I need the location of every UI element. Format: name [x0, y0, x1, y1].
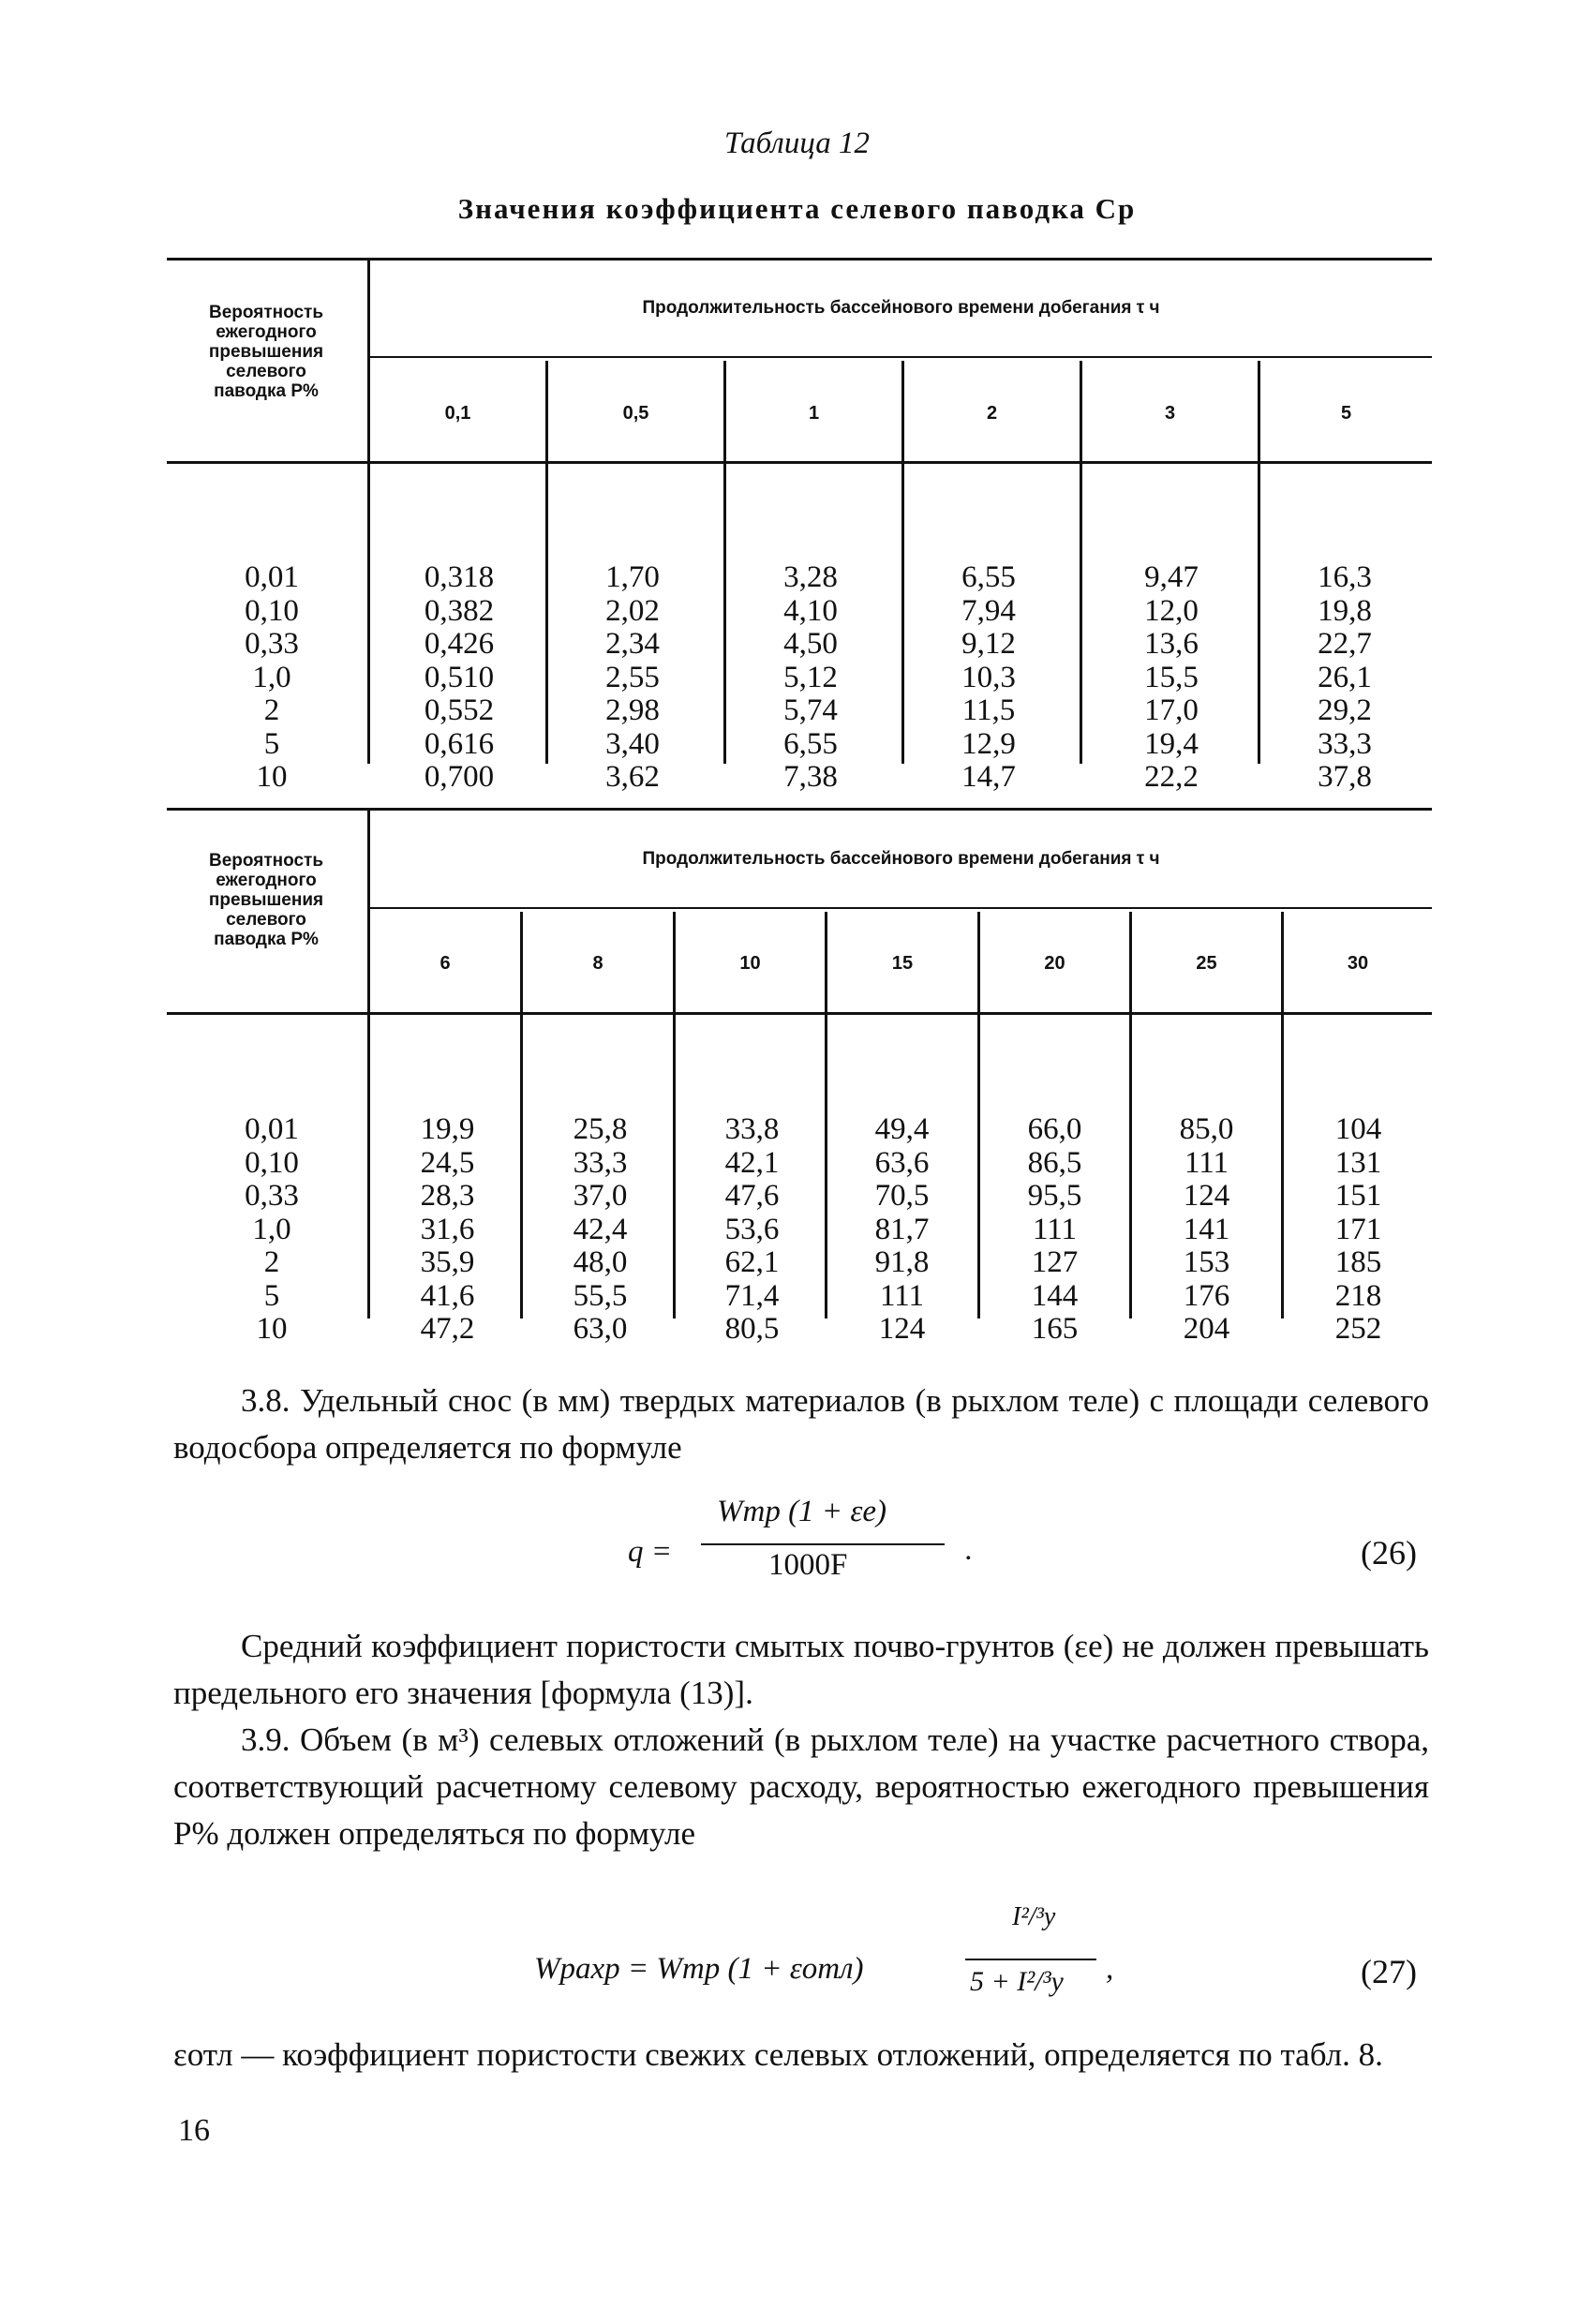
- cell: 7,94: [961, 593, 1016, 628]
- data-column-15: [848, 1047, 956, 1413]
- duration-20: 20: [1044, 953, 1065, 974]
- formula-denominator: 1000F: [768, 1548, 848, 1582]
- data-column-5: [1279, 495, 1410, 861]
- cell: 0,33: [245, 627, 299, 661]
- row-header: [167, 303, 365, 401]
- data-column-0.5: [567, 495, 698, 861]
- row-header-line: Вероятность: [208, 303, 324, 322]
- data-column-0.1: [394, 495, 525, 861]
- cell: 1,0: [252, 660, 291, 694]
- cell: 165: [1031, 1312, 1079, 1346]
- cell: 0,616: [424, 726, 495, 761]
- cell: 4,10: [783, 593, 838, 628]
- cell: 124: [878, 1312, 926, 1346]
- cell: 153: [1183, 1245, 1230, 1279]
- cell: 5: [263, 726, 280, 761]
- cell: 5: [263, 1278, 280, 1313]
- cell: 37,0: [573, 1179, 628, 1213]
- cell: 33,8: [724, 1112, 780, 1146]
- cell: 0,382: [424, 593, 495, 628]
- data-column-30: [1304, 1047, 1412, 1413]
- paragraph-3-9: 3.9. Объем (в м³) селевых отложений (в рыхлом теле) на участке расчетного створа, соответствующий расчетному селевому расходу, вероятностью ежегодного превышения P% должен определяться по формуле: [173, 1721, 1429, 1852]
- cell: 0,10: [245, 593, 299, 628]
- cell: 151: [1334, 1179, 1382, 1213]
- cell: 33,3: [573, 1145, 628, 1180]
- row-header-line: Вероятность: [208, 851, 324, 871]
- cell: 3,28: [783, 560, 838, 594]
- cell: 0,552: [424, 693, 495, 727]
- cell: 7,38: [783, 760, 838, 794]
- data-column-20: [1001, 1047, 1109, 1413]
- cell: 111: [1184, 1145, 1229, 1180]
- cell: 111: [879, 1278, 925, 1313]
- cell: 22,7: [1318, 627, 1372, 661]
- cell: 25,8: [573, 1112, 628, 1146]
- row-header-line: селевого: [226, 910, 306, 930]
- cell: 12,0: [1144, 593, 1199, 628]
- cell: 47,2: [420, 1312, 475, 1346]
- formula-numerator: I²/³у: [1012, 1902, 1056, 1931]
- data-column-6: [394, 1047, 501, 1413]
- cell: 24,5: [420, 1145, 475, 1180]
- paragraph-3-8-continued: Средний коэффициент пористости смытых почво-грунтов (εe) не должен превышать предельного его значения [формула (13)].: [173, 1628, 1429, 1711]
- cell: 0,510: [424, 660, 495, 694]
- cell: 252: [1334, 1312, 1382, 1346]
- cell: 0,426: [424, 627, 495, 661]
- duration-10: 10: [739, 953, 761, 974]
- column-header: Продолжительность бассейнового времени добегания τ ч: [642, 849, 1160, 869]
- cell: 85,0: [1179, 1112, 1234, 1146]
- row-header-line: ежегодного: [216, 871, 317, 890]
- cell: 19,4: [1144, 726, 1199, 761]
- cell: 218: [1334, 1278, 1382, 1313]
- cell: 37,8: [1318, 760, 1372, 794]
- cell: 2,02: [605, 593, 660, 628]
- data-column-10: [698, 1047, 806, 1413]
- cell: 0,01: [245, 560, 299, 594]
- cell: 5,12: [783, 660, 838, 694]
- cell: 1,0: [252, 1212, 291, 1246]
- cell: 10,3: [961, 660, 1016, 694]
- duration-6: 6: [439, 953, 451, 974]
- cell: 0,10: [245, 1145, 299, 1180]
- cell: 26,1: [1318, 660, 1372, 694]
- data-column-2: [923, 495, 1054, 861]
- cell: 53,6: [724, 1212, 780, 1246]
- row-header-line: ежегодного: [216, 322, 317, 342]
- cell: 5,74: [783, 693, 838, 727]
- duration-8: 8: [592, 953, 603, 974]
- row-header-line: селевого: [226, 362, 306, 381]
- formula-tail: ,: [1106, 1952, 1114, 1986]
- cell: 42,4: [573, 1212, 628, 1246]
- cell: 2: [263, 1245, 280, 1279]
- cell: 10: [256, 1312, 288, 1346]
- cell: 14,7: [961, 760, 1016, 794]
- cell: 15,5: [1144, 660, 1199, 694]
- cell: 22,2: [1144, 760, 1199, 794]
- cell: 47,6: [724, 1179, 780, 1213]
- cell: 81,7: [874, 1212, 930, 1246]
- probability-column: [216, 1047, 328, 1413]
- cell: 144: [1031, 1278, 1079, 1313]
- cell: 49,4: [874, 1112, 930, 1146]
- page-number: 16: [178, 2113, 210, 2148]
- cell: 17,0: [1144, 693, 1199, 727]
- cell: 0,700: [424, 760, 495, 794]
- column-header: Продолжительность бассейнового времени добегания τ ч: [642, 298, 1160, 318]
- cell: 204: [1183, 1312, 1230, 1346]
- cell: 63,0: [573, 1312, 628, 1346]
- formula-lhs: Wрахр = Wтр (1 + εотл): [534, 1952, 864, 1986]
- formula-numerator: Wтр (1 + εe): [717, 1495, 886, 1528]
- cell: 31,6: [420, 1212, 475, 1246]
- data-column-1: [745, 495, 876, 861]
- cell: 6,55: [783, 726, 838, 761]
- duration-0.5: 0,5: [622, 403, 649, 424]
- cell: 29,2: [1318, 693, 1372, 727]
- paragraph-3-8: 3.8. Удельный снос (в мм) твердых материалов (в рыхлом теле) с площади селевого водосбора определяется по формуле: [173, 1382, 1429, 1466]
- cell: 141: [1183, 1212, 1230, 1246]
- cell: 48,0: [573, 1245, 628, 1279]
- cell: 176: [1183, 1278, 1230, 1313]
- duration-1: 1: [808, 403, 820, 424]
- cell: 66,0: [1027, 1112, 1082, 1146]
- cell: 33,3: [1318, 726, 1372, 761]
- cell: 0,318: [424, 560, 495, 594]
- cell: 16,3: [1318, 560, 1372, 594]
- cell: 111: [1032, 1212, 1078, 1246]
- cell: 91,8: [874, 1245, 930, 1279]
- cell: 3,40: [605, 726, 660, 761]
- cell: 28,3: [420, 1179, 475, 1213]
- cell: 0,33: [245, 1179, 299, 1213]
- cell: 4,50: [783, 627, 838, 661]
- cell: 41,6: [420, 1278, 475, 1313]
- equation-number-27: (27): [1361, 1953, 1417, 1990]
- cell: 6,55: [961, 560, 1016, 594]
- cell: 9,47: [1144, 560, 1199, 594]
- data-column-25: [1153, 1047, 1260, 1413]
- table-label: Таблица 12: [724, 127, 870, 160]
- cell: 42,1: [724, 1145, 780, 1180]
- row-header: [167, 851, 365, 949]
- cell: 80,5: [724, 1312, 780, 1346]
- cell: 11,5: [961, 693, 1016, 727]
- cell: 2,55: [605, 660, 660, 694]
- cell: 55,5: [573, 1278, 628, 1313]
- probability-column: [216, 495, 328, 861]
- cell: 2,34: [605, 627, 660, 661]
- cell: 63,6: [874, 1145, 930, 1180]
- duration-25: 25: [1196, 953, 1217, 974]
- data-column-3: [1106, 495, 1237, 861]
- cell: 35,9: [420, 1245, 475, 1279]
- duration-2: 2: [986, 403, 998, 424]
- cell: 95,5: [1027, 1179, 1082, 1213]
- formula-tail: .: [965, 1533, 974, 1567]
- equation-number-26: (26): [1361, 1534, 1417, 1572]
- duration-15: 15: [891, 953, 914, 974]
- cell: 86,5: [1027, 1145, 1082, 1180]
- cell: 124: [1183, 1179, 1230, 1213]
- cell: 13,6: [1144, 627, 1199, 661]
- cell: 2,98: [605, 693, 660, 727]
- cell: 9,12: [961, 627, 1016, 661]
- duration-0.1: 0,1: [444, 403, 471, 424]
- data-column-8: [546, 1047, 654, 1413]
- cell: 0,01: [245, 1112, 299, 1146]
- cell: 171: [1334, 1212, 1382, 1246]
- paragraph-epsilon-definition: εотл — коэффициент пористости свежих селевых отложений, определяется по табл. 8.: [173, 2036, 1383, 2073]
- row-header-line: паводка P%: [214, 381, 319, 401]
- cell: 10: [256, 760, 288, 794]
- cell: 131: [1334, 1145, 1382, 1180]
- duration-5: 5: [1340, 403, 1352, 424]
- cell: 12,9: [961, 726, 1016, 761]
- cell: 3,62: [605, 760, 660, 794]
- row-header-line: превышения: [208, 890, 324, 910]
- duration-30: 30: [1347, 953, 1369, 974]
- row-header-line: превышения: [208, 342, 324, 362]
- cell: 19,9: [420, 1112, 475, 1146]
- cell: 185: [1334, 1245, 1382, 1279]
- cell: 19,8: [1318, 593, 1372, 628]
- cell: 1,70: [605, 560, 660, 594]
- duration-3: 3: [1164, 403, 1176, 424]
- table-caption: Значения коэффициента селевого паводка Cp: [457, 192, 1137, 225]
- cell: 104: [1334, 1112, 1382, 1146]
- cell: 127: [1031, 1245, 1079, 1279]
- cell: 62,1: [724, 1245, 780, 1279]
- formula-lhs: q =: [628, 1535, 673, 1569]
- cell: 2: [263, 693, 280, 727]
- row-header-line: паводка P%: [214, 930, 319, 949]
- cell: 71,4: [724, 1278, 780, 1313]
- cell: 70,5: [874, 1179, 930, 1213]
- formula-denominator: 5 + I²/³у: [970, 1966, 1064, 1997]
